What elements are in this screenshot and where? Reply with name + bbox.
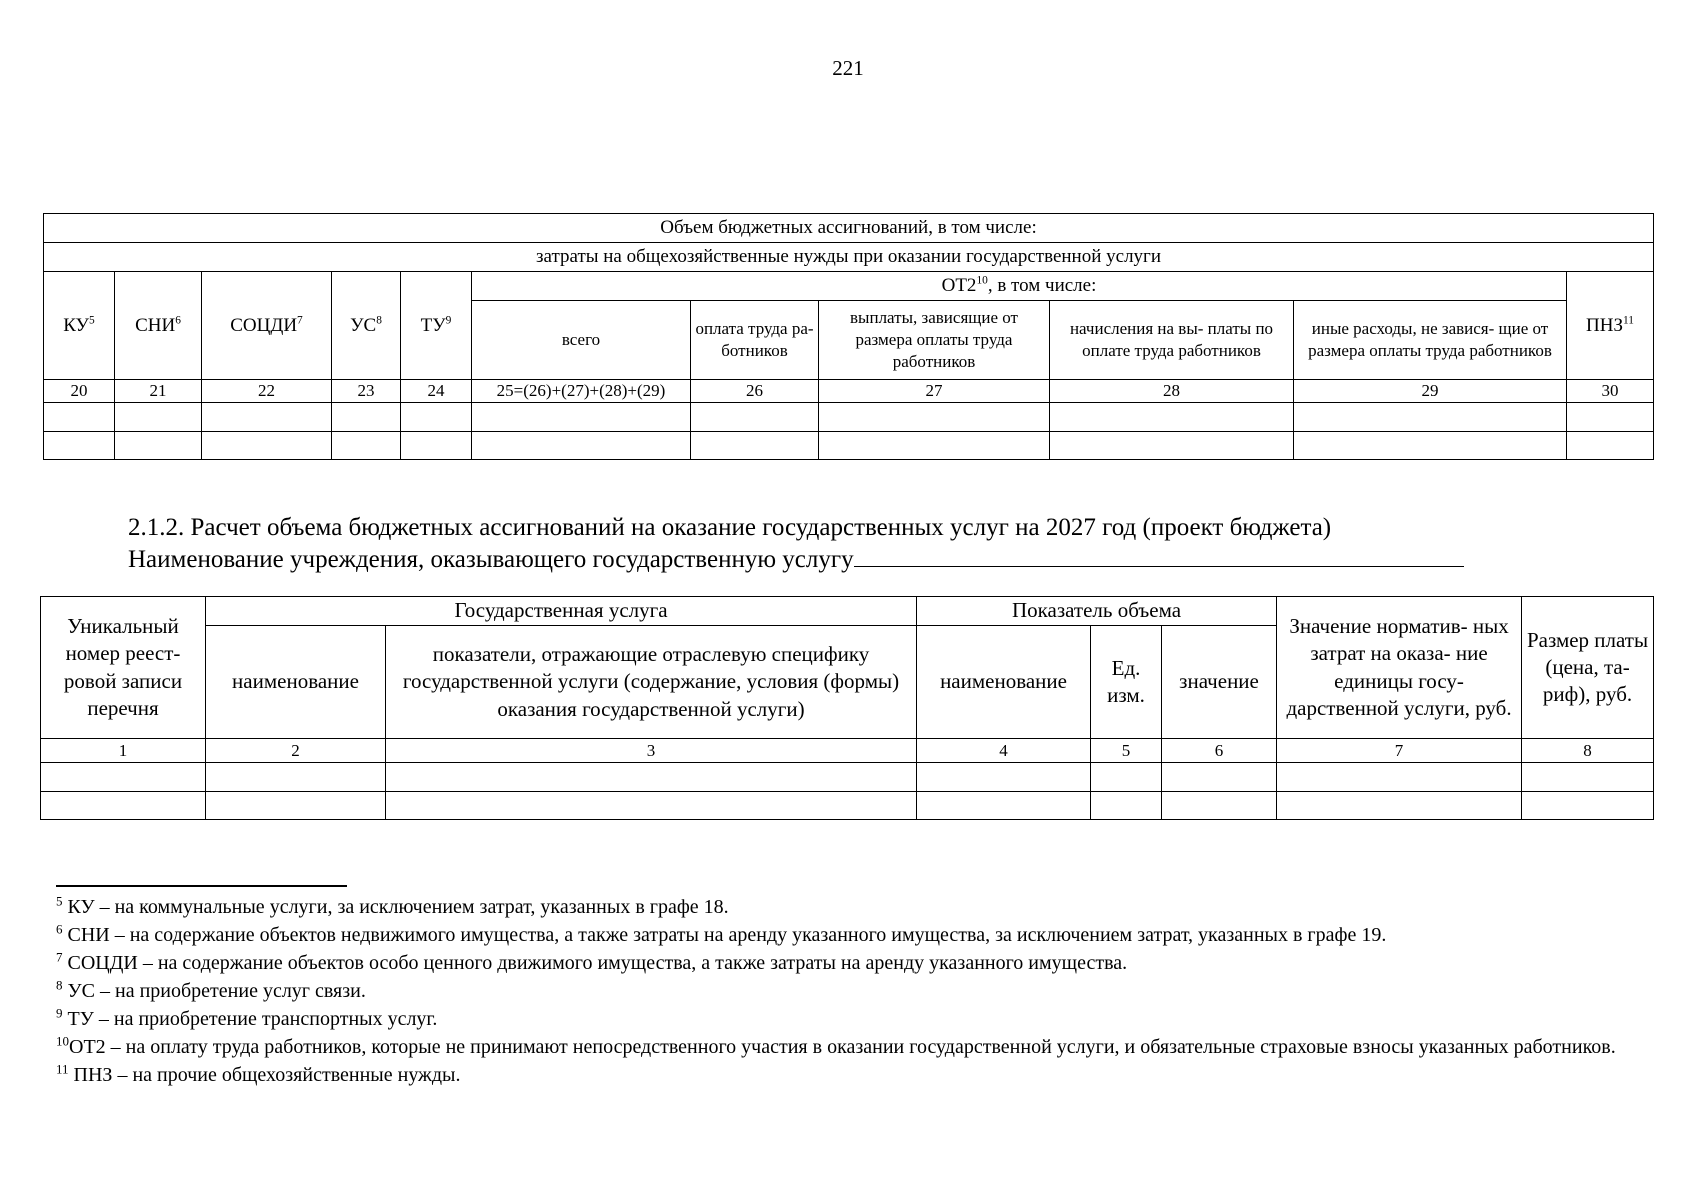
table-row	[41, 763, 1654, 792]
table1-subtitle: затраты на общехозяйственные нужды при оказании государственной услуги	[44, 243, 1654, 272]
footnotes	[56, 893, 1648, 1089]
col-header-socdi: СОЦДИ$^7$	[202, 272, 332, 380]
budget-allocations-table	[43, 213, 1654, 460]
col-header-ku: $КУ^5$	[44, 272, 115, 380]
col-number: 3	[386, 739, 917, 763]
col-number: 8	[1522, 739, 1654, 763]
col-number: 1	[41, 739, 206, 763]
col-header-service-name: наименование	[206, 626, 386, 739]
table1-title: Объем бюджетных ассигнований, в том числе:	[44, 214, 1654, 243]
table-row	[41, 792, 1654, 820]
col-number: 20	[44, 380, 115, 403]
services-calculation-table	[40, 596, 1654, 820]
page-number: 221	[832, 56, 864, 80]
col-number: 2	[206, 739, 386, 763]
section-title: 2.1.2. Расчет объема бюджетных ассигнований на оказание государственных услуг на 2027 год (проект бюджета)	[128, 514, 1332, 541]
col-number: 25=(26)+(27)+(28)+(29)	[472, 380, 691, 403]
col-header-pnz: ПНЗ$^{11}$	[1567, 272, 1654, 380]
table-row	[44, 432, 1654, 460]
col-header-sni: СНИ$^6$	[115, 272, 202, 380]
col-header-unit: Ед. изм.	[1091, 626, 1162, 739]
col-header-ot2: $ОТ2^{10}$, в том числе:	[472, 272, 1567, 301]
group-header-volume: Показатель объема	[917, 597, 1277, 626]
col-number: 26	[691, 380, 819, 403]
footnote-7: $^7$ СОЦДИ – на содержание объектов особо ценного движимого имущества, а также затраты на аренду указанного имущества.	[56, 949, 1128, 974]
col-header-unique-number: Уникальный номер реест- ровой записи перечня	[41, 597, 206, 739]
footnote-8: $^8$ УС – на приобретение услуг связи.	[56, 977, 366, 1002]
table-row	[44, 403, 1654, 432]
col-header-norm-cost: Значение норматив- ных затрат на оказа- ние единицы госу- дарственной услуги, руб.	[1277, 597, 1522, 739]
footnote-5: $^5$ КУ – на коммунальные услуги, за исключением затрат, указанных в графе 18.	[56, 893, 729, 918]
col-number: 21	[115, 380, 202, 403]
col-number: 24	[401, 380, 472, 403]
col-header-us: $УС^8$	[332, 272, 401, 380]
footnote-9: $^9$ ТУ – на приобретение транспортных услуг.	[56, 1005, 438, 1030]
col-header-tu: $ТУ^9$	[401, 272, 472, 380]
col-header-oplata: оплата труда ра- ботников	[691, 301, 819, 380]
col-number: 4	[917, 739, 1091, 763]
col-header-fee: Размер платы (цена, та- риф), руб.	[1522, 597, 1654, 739]
col-number: 27	[819, 380, 1050, 403]
col-number: 23	[332, 380, 401, 403]
institution-label: Наименование учреждения, оказывающего государственную услугу	[128, 546, 854, 573]
col-number: 30	[1567, 380, 1654, 403]
group-header-service: Государственная услуга	[206, 597, 917, 626]
col-header-volume-name: наименование	[917, 626, 1091, 739]
col-number: 29	[1294, 380, 1567, 403]
col-header-inye: иные расходы, не завися- щие от размера оплаты труда работников	[1294, 301, 1567, 380]
institution-blank-field	[854, 546, 1464, 567]
col-header-indicators: показатели, отражающие отраслевую специфику государственной услуги (содержание, условия (формы) оказания государственной услуги)	[386, 626, 917, 739]
col-header-value: значение	[1162, 626, 1277, 739]
col-header-vyplaty: выплаты, зависящие от размера оплаты труда работников	[819, 301, 1050, 380]
col-header-vsego: всего	[472, 301, 691, 380]
col-number: 22	[202, 380, 332, 403]
col-number: 7	[1277, 739, 1522, 763]
col-number: 6	[1162, 739, 1277, 763]
institution-line	[128, 546, 1464, 574]
footnote-separator	[56, 885, 347, 887]
footnote-11: $^{11}$ ПНЗ – на прочие общехозяйственные нужды.	[56, 1061, 461, 1086]
col-number: 5	[1091, 739, 1162, 763]
col-header-nachisleniya: начисления на вы- платы по оплате труда работников	[1050, 301, 1294, 380]
footnote-6: $^6$ СНИ – на содержание объектов недвижимого имущества, а также затраты на аренду указанного имущества, за исключением затрат, указанных в графе 19.	[56, 921, 1387, 946]
col-number: 28	[1050, 380, 1294, 403]
footnote-10: $^{10}$ОТ2 – на оплату труда работников, которые не принимают непосредственного участия в оказании государственной услуги, и обязательные страховые взносы указанных работников.	[56, 1033, 1616, 1058]
